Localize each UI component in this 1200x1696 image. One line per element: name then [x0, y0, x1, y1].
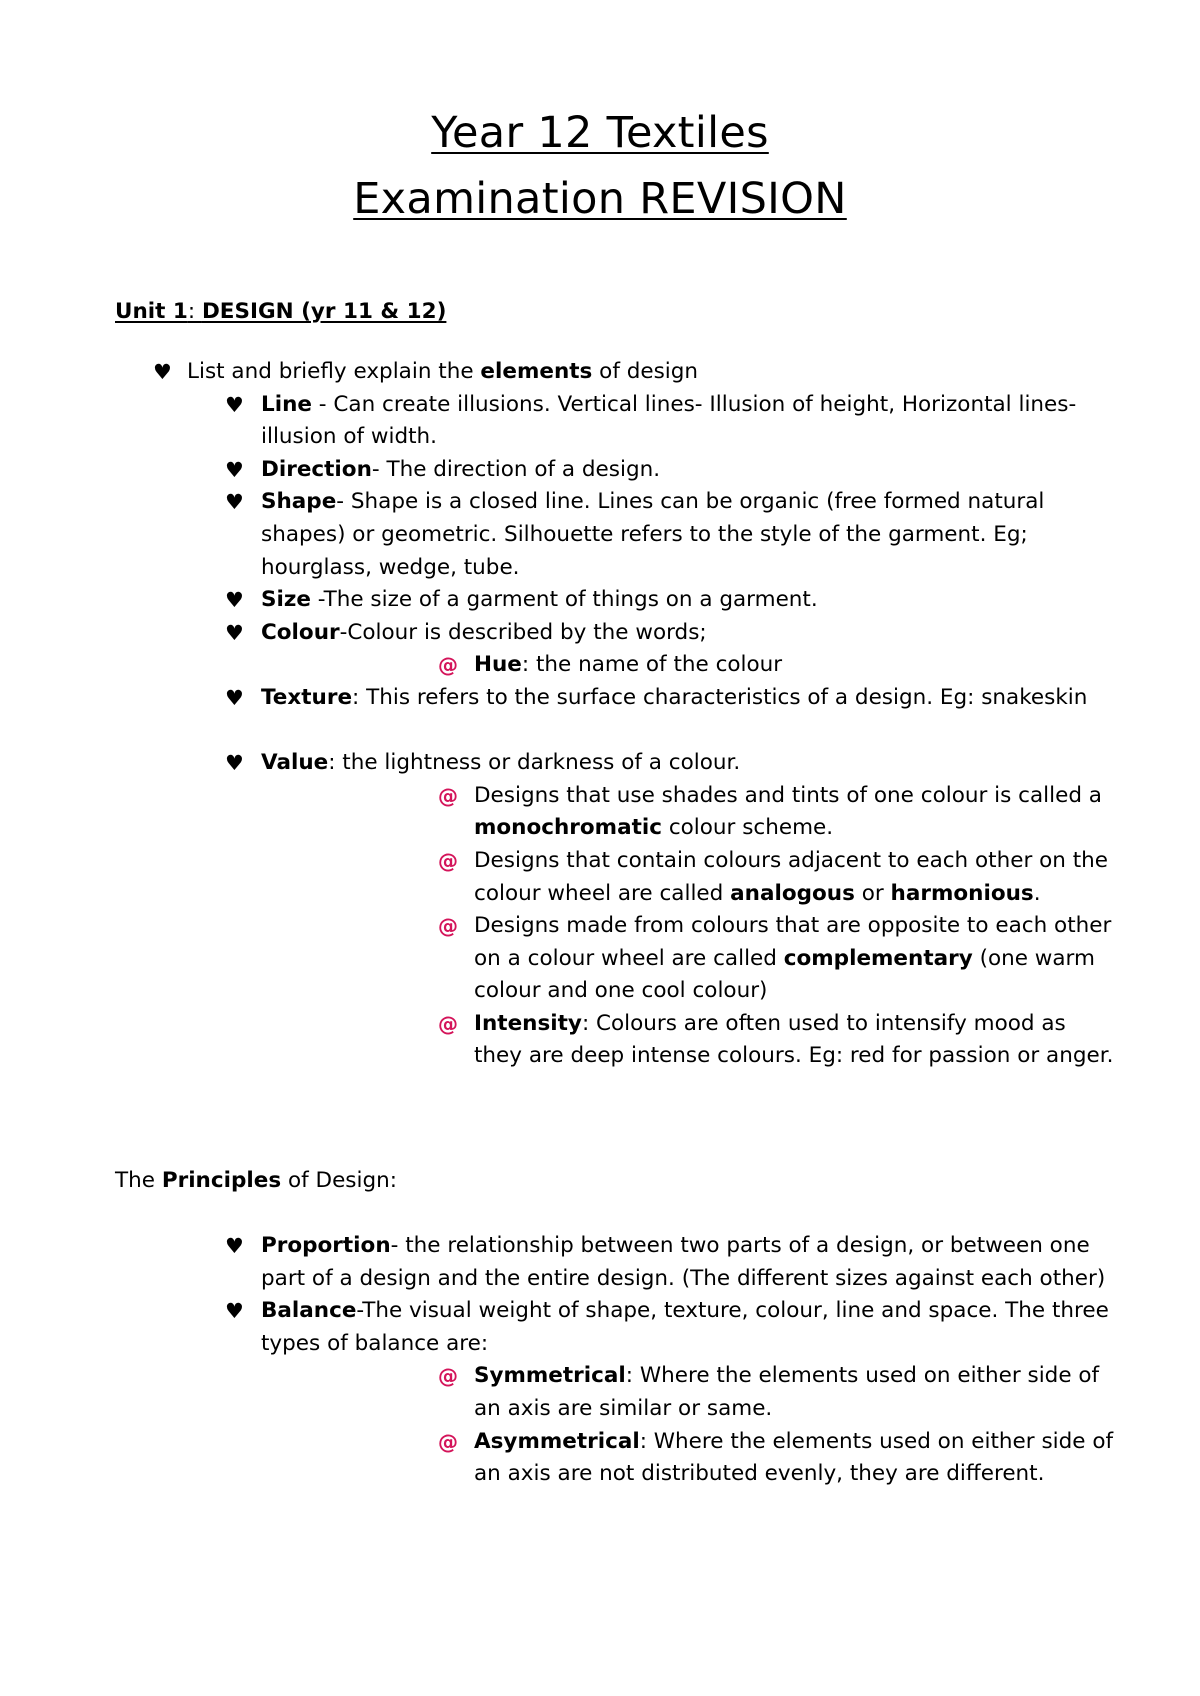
spacer: [0, 715, 1200, 748]
balance-asymmetrical: @ Asymmetrical: Where the elements used on either side of an axis are not distributed evenly, they are different.: [0, 1426, 1114, 1491]
principles-heading: The Principles of Design:: [115, 1168, 397, 1193]
principles-section: [0, 1230, 1200, 1491]
list-item: ♥ List and briefly explain the elements of design: [0, 356, 1200, 389]
heart-icon: ♥: [225, 588, 244, 613]
element-colour: ♥ Colour-Colour is described by the words;: [0, 617, 1111, 650]
document-title: [0, 100, 1200, 232]
principle-proportion: ♥ Proportion- the relationship between two parts of a design, or between one part of a design and the entire design. (The different sizes against each other): [0, 1230, 1111, 1295]
value-complementary: @ Designs made from colours that are opposite to each other on a colour wheel are called complementary (one warm colour and one cool colour): [0, 910, 1114, 1008]
value-analogous: @ Designs that contain colours adjacent to each other on the colour wheel are called analogous or harmonious.: [0, 845, 1114, 910]
heart-icon: ♥: [225, 457, 244, 482]
heart-icon: ♥: [225, 751, 244, 776]
heart-icon: ♥: [153, 360, 172, 384]
element-size: ♥ Size -The size of a garment of things on a garment.: [0, 584, 1111, 617]
heart-icon: ♥: [225, 1299, 244, 1324]
heart-icon: ♥: [225, 620, 244, 645]
element-direction: ♥ Direction- The direction of a design.: [0, 454, 1111, 487]
spiral-icon: @: [438, 1364, 458, 1389]
heart-icon: ♥: [225, 392, 244, 417]
value-intensity: @ Intensity: Colours are often used to intensify mood as they are deep intense colours. Eg: red for passion or anger.: [0, 1008, 1114, 1073]
element-shape: ♥ Shape- Shape is a closed line. Lines can be organic (free formed natural shapes) or geometric. Silhouette refers to the style of the garment. Eg; hourglass, wedge, tube.: [0, 486, 1111, 584]
unit-heading-rest: DESIGN (yr 11 & 12): [201, 299, 447, 324]
heart-icon: ♥: [225, 490, 244, 515]
heart-icon: ♥: [225, 685, 244, 710]
element-line: ♥ Line - Can create illusions. Vertical lines- Illusion of height, Horizontal lines- illusion of width.: [0, 389, 1111, 454]
heart-icon: ♥: [225, 1234, 244, 1258]
spiral-icon: @: [438, 653, 458, 678]
element-value: ♥ Value: the lightness or darkness of a colour.: [0, 747, 1111, 780]
principle-balance: ♥ Balance-The visual weight of shape, texture, colour, line and space. The three types of balance are:: [0, 1295, 1111, 1360]
spiral-icon: @: [438, 1011, 458, 1036]
unit-heading: [115, 296, 446, 329]
spiral-icon: @: [438, 1429, 458, 1454]
unit-heading-prefix: Unit 1: [115, 299, 188, 324]
spiral-icon: @: [438, 783, 458, 808]
colour-hue: @ Hue: the name of the colour: [0, 649, 1114, 682]
title-line-1: Year 12 Textiles: [431, 108, 769, 158]
spiral-icon: @: [438, 914, 458, 939]
spiral-icon: @: [438, 848, 458, 873]
balance-symmetrical: @ Symmetrical: Where the elements used on either side of an axis are similar or same.: [0, 1360, 1114, 1425]
element-texture: ♥ Texture: This refers to the surface characteristics of a design. Eg: snakeskin: [0, 682, 1111, 715]
unit-heading-separator: :: [187, 299, 202, 324]
value-monochromatic: @ Designs that use shades and tints of one colour is called a monochromatic colour scheme.: [0, 780, 1114, 845]
elements-section: [0, 356, 1200, 1073]
title-line-2: Examination REVISION: [353, 174, 847, 224]
